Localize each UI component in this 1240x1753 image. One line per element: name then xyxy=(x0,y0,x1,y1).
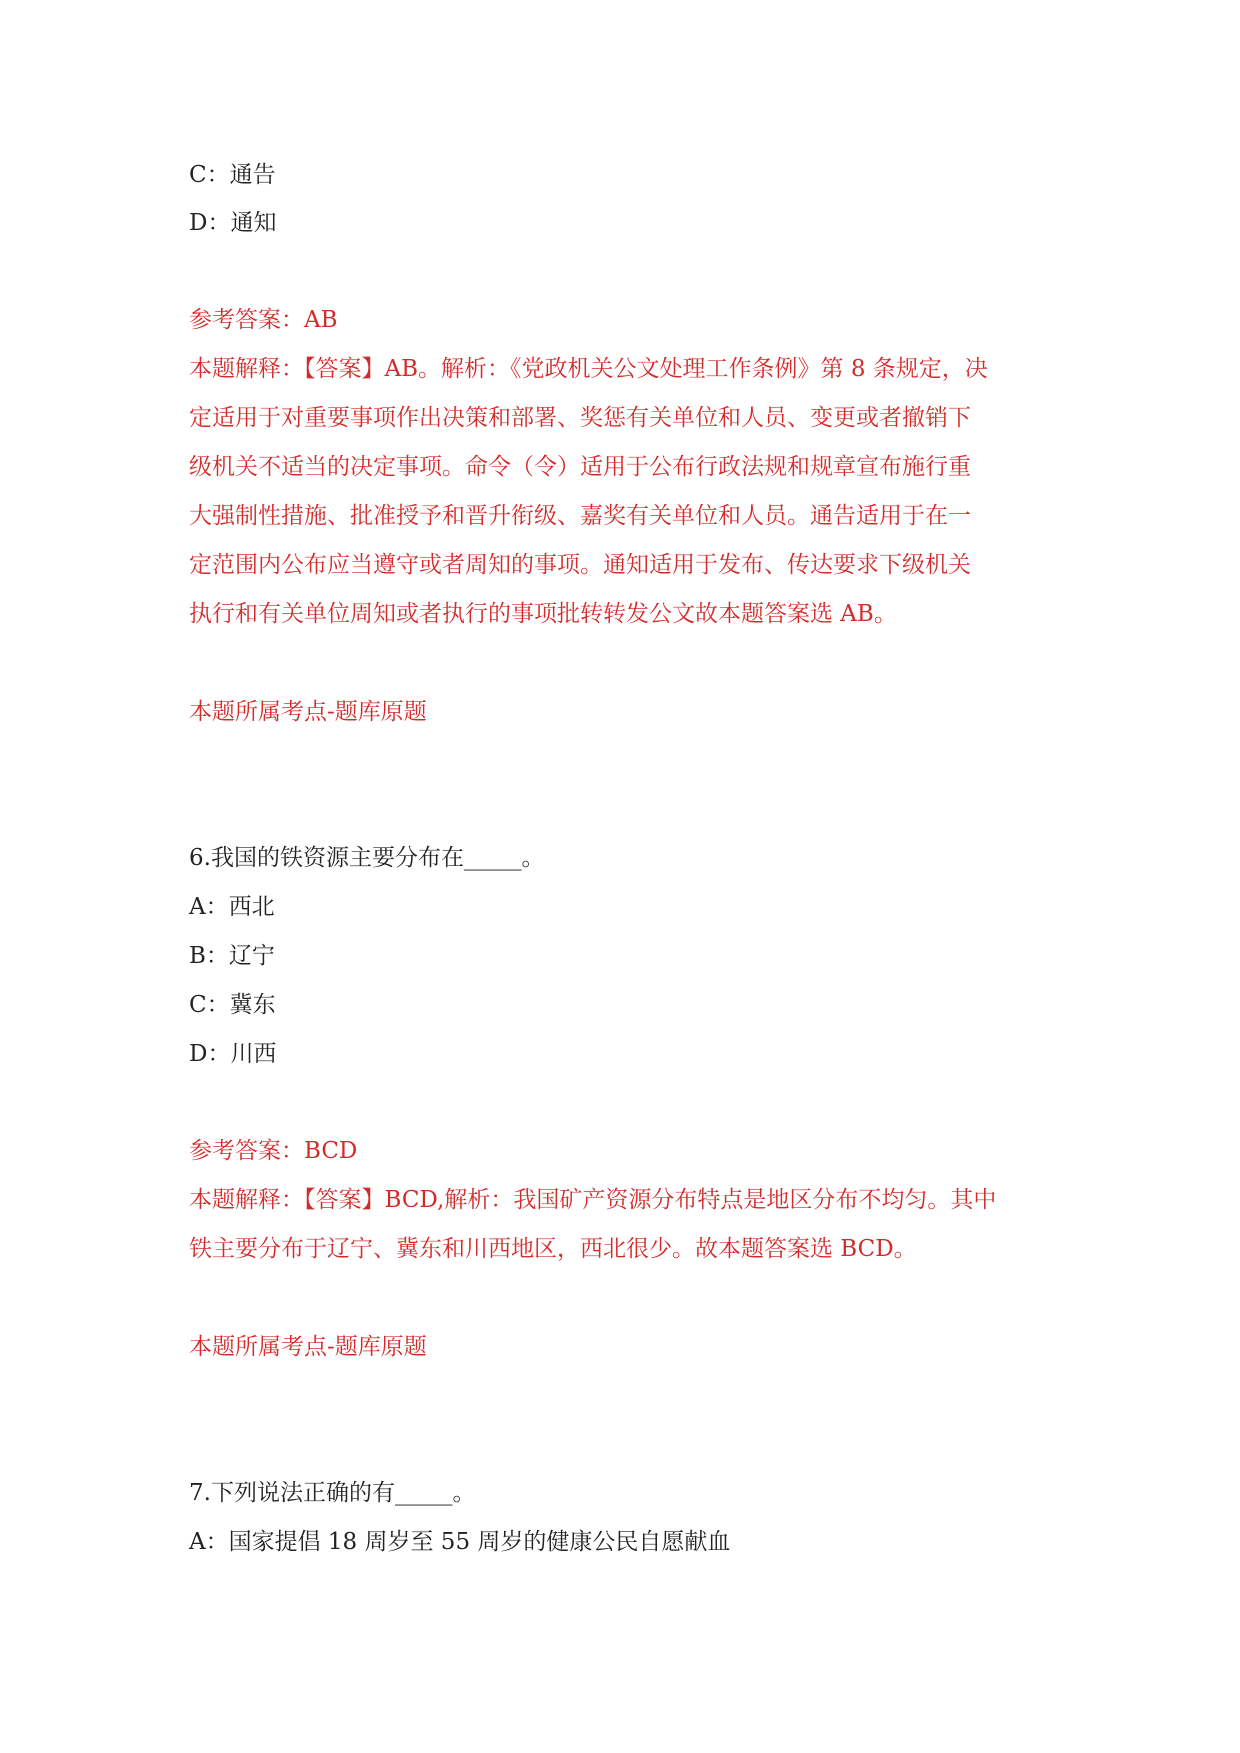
question-stem: 7.下列说法正确的有_____。 xyxy=(189,1480,476,1506)
option-b: B：辽宁 xyxy=(189,943,275,969)
answer-label: 参考答案：AB xyxy=(189,307,338,333)
source-label: 本题所属考点-题库原题 xyxy=(189,1334,427,1360)
option-a: A：国家提倡 18 周岁至 55 周岁的健康公民自愿献血 xyxy=(189,1529,731,1555)
explanation-line: 定范围内公布应当遵守或者周知的事项。通知适用于发布、传达要求下级机关 xyxy=(189,552,971,578)
option-d: D：通知 xyxy=(189,210,277,236)
explanation-line: 大强制性措施、批准授予和晋升衔级、嘉奖有关单位和人员。通告适用于在一 xyxy=(189,503,971,529)
explanation-line: 定适用于对重要事项作出决策和部署、奖惩有关单位和人员、变更或者撤销下 xyxy=(189,405,971,431)
answer-label: 参考答案：BCD xyxy=(189,1138,358,1164)
explanation-line: 本题解释：【答案】BCD,解析：我国矿产资源分布特点是地区分布不均匀。其中 xyxy=(189,1187,997,1213)
question-stem: 6.我国的铁资源主要分布在_____。 xyxy=(189,845,545,871)
option-a: A：西北 xyxy=(189,894,275,920)
explanation-line: 执行和有关单位周知或者执行的事项批转转发公文故本题答案选 AB。 xyxy=(189,601,897,627)
explanation-line: 本题解释：【答案】AB。解析：《党政机关公文处理工作条例》第 8 条规定，决 xyxy=(189,356,988,382)
option-c: C：冀东 xyxy=(189,992,276,1018)
source-label: 本题所属考点-题库原题 xyxy=(189,699,427,725)
explanation-line: 铁主要分布于辽宁、冀东和川西地区，西北很少。故本题答案选 BCD。 xyxy=(189,1236,917,1262)
option-c: C：通告 xyxy=(189,162,276,188)
option-d: D：川西 xyxy=(189,1041,277,1067)
explanation-line: 级机关不适当的决定事项。命令（令）适用于公布行政法规和规章宣布施行重 xyxy=(189,454,971,480)
